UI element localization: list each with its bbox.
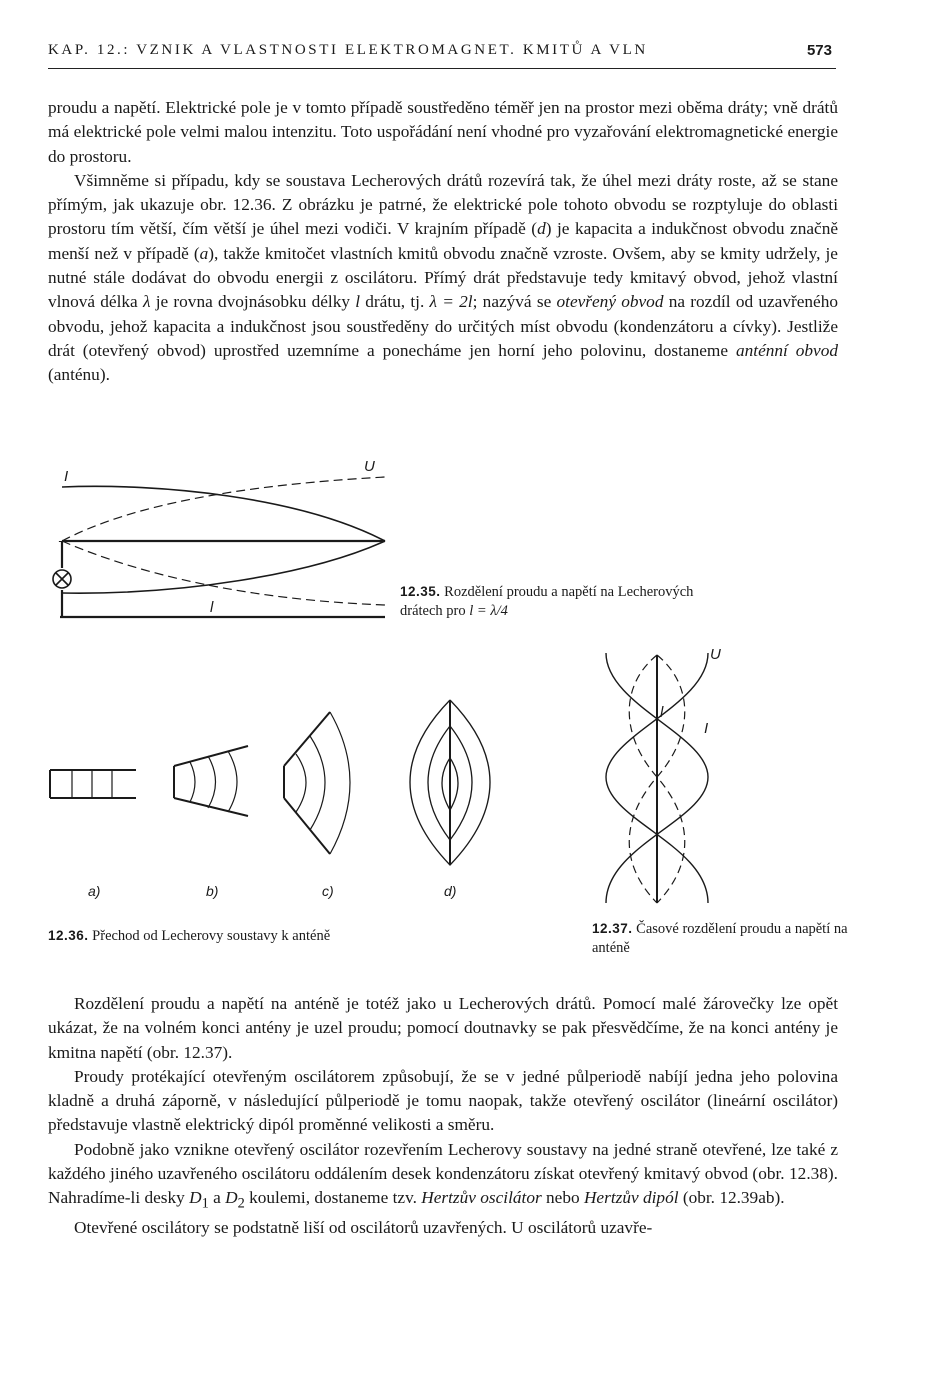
figure-12-36 (40, 670, 530, 930)
body-text-top (48, 96, 838, 388)
paragraph: Rozdělení proudu a napětí na anténě je totéž jako u Lecherových drátů. Pomocí malé žárovečky lze opět ukázat, že na volném konci antény je uzel proudu; pomocí doutnavky se pak přesvědčíme, že na konci antény je kmitna napětí (obr. 12.37). (48, 994, 838, 1062)
fig36-label-a: a) (88, 883, 101, 899)
term-antenna-circuit: anténní obvod (735, 340, 838, 360)
fig36-label-c: c) (322, 883, 334, 899)
paragraph: Všimněme si případu, kdy se soustava Lecherových drátů rozevírá tak, že úhel mezi dráty roste, až se stane přímým, jak ukazuje obr. 12.36. Z obrázku je patrné, že elektrické pole tohoto obvodu se rozptyluje do oblasti prostoru tím větší, čím větší je úhel mezi vodiči. V krajním případě (d) je kapacita a indukčnost obvodu značně menší než v případě (a), takže kmitočet vlastních kmitů obvodu značně vzroste. Ovšem, aby se kmity udržely, je nutné stále dodávat do obvodu energii z oscilátoru. Přímý drát představuje tedy kmitavý obvod, jehož vlastní vlnová délka λ je rovna dvojnásobku délky l drátu, tj. λ = 2l; nazývá se otevřený obvod na rozdíl od uzavřeného obvodu, jehož kapacita a indukčnost jsou soustředěny do určitých míst obvodu (kondenzátoru a cívky). Jestliže drát (otevřený obvod) uprostřed uzemníme a ponecháme jen horní jeho polovinu, dostaneme anténní obvod (anténu). (48, 170, 839, 385)
running-header (48, 38, 836, 69)
page-number: 573 (806, 42, 832, 59)
fig35-label-l: l (210, 599, 214, 616)
fig35-label-U: U (364, 458, 375, 475)
current-curve-I (62, 486, 385, 541)
paragraph: Podobně jako vznikne otevřený oscilátor rozevřením Lecherovy soustavy na jedné straně otevřené, lze také z každého jiného uzavřeného oscilátoru oddálením desek kondenzátoru získat otevřený kmitavý obvod (obr. 12.38). Nahradíme-li desky $D_1$ a $D_2$ koulemi, dostaneme tzv. Hertzův oscilátor nebo Hertzův dipól (obr. 12.39ab). (48, 1139, 838, 1212)
caption-12-37: 12.37. Časové rozdělení proudu a napětí na anténě (592, 921, 848, 956)
figure-12-37 (590, 645, 750, 905)
fig37-label-U: U (710, 646, 721, 663)
term-open-circuit: otevřený obvod (556, 292, 664, 312)
paragraph: Otevřené oscilátory se podstatně liší od oscilátorů uzavřených. U oscilátorů uzavře- (74, 1218, 653, 1238)
fig36-label-d: d) (444, 883, 457, 899)
chapter-title: KAP. 12.: VZNIK A VLASTNOSTI ELEKTROMAGNET. KMITŮ A VLN (48, 42, 648, 58)
fig37-label-l: l (660, 704, 664, 721)
fig36c-wires (284, 712, 330, 854)
paragraph: proudu a napětí. Elektrické pole je v tomto případě soustředěno téměř jen na prostor mezi oběma dráty; vně drátů má elektrické pole velmi malou intenzitu. Toto uspořádání není vhodné pro vyzařování elektromagnetické energie do prostoru. (48, 98, 838, 166)
caption-12-36: 12.36. Přechod od Lecherovy soustavy k anténě (48, 928, 331, 944)
fig36-label-b: b) (206, 883, 219, 899)
term-hertz-dipole: Hertzův dipól (583, 1188, 679, 1208)
fig36a-lecher (50, 770, 136, 798)
paragraph: Proudy protékající otevřeným oscilátorem způsobují, že se v jedné půlperiodě nabíjí jedna jeho polovina kladně a druhá záporně, v následující půlperiodě je tomu naopak, takže otevřený oscilátor (lineární oscilátor) představuje vlastně elektrický dipól proměnné velikosti a směru. (48, 1066, 838, 1135)
figure-12-35 (40, 455, 440, 630)
body-text-bottom (48, 992, 838, 1240)
fig37-label-I: I (704, 720, 709, 737)
term-hertz-oscillator: Hertzův oscilátor (421, 1188, 542, 1208)
caption-12-35: 12.35. Rozdělení proudu a napětí na Lecherových drátech pro l = λ/4 (400, 584, 694, 619)
fig35-label-I: I (64, 468, 69, 485)
